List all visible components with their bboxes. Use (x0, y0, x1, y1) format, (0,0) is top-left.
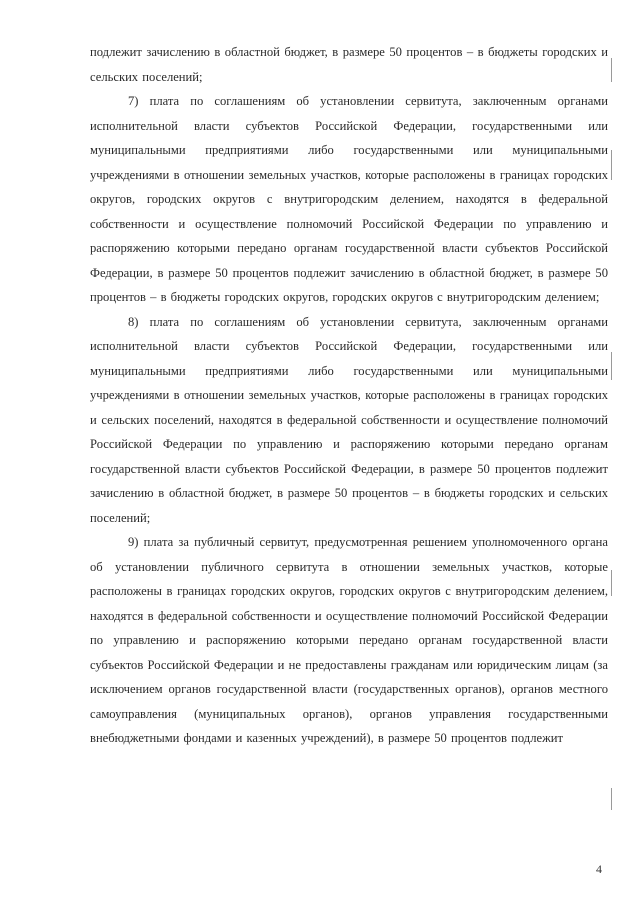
scan-edge-mark (611, 150, 612, 180)
scan-edge-mark (611, 58, 612, 82)
scan-edge-mark (611, 788, 612, 810)
paragraph-continuation: подлежит зачислению в областной бюджет, в размере 50 процентов – в бюджеты городских и сельских поселений; (90, 45, 608, 84)
page-number: 4 (596, 862, 602, 876)
scan-edge-mark (611, 352, 612, 380)
scan-edge-mark (611, 570, 612, 596)
paragraph-item-9: 9) плата за публичный сервитут, предусмотренная решением уполномоченного органа об установлении публичного сервитута в отношении земельных участков, которые расположены в границах городских округов, городских округов с внутригородским делением, находятся в федеральной собственности и осуществление полномочий Российской Федерации по управлению и распоряжению которыми передано органам государственной власти субъектов Российской Федерации и не предоставлены гражданам или юридическим лицам (за исключением органов государственной власти (государственных органов), органов местного самоуправления (муниципальных органов), органов управления государственными внебюджетными фондами и казенных учреждений), в размере 50 процентов подлежит (90, 535, 608, 745)
document-body (90, 40, 608, 751)
paragraph-item-8: 8) плата по соглашениям об установлении сервитута, заключенным органами исполнительной власти субъектов Российской Федерации, государственными или муниципальными предприятиями либо государственными или муниципальными учреждениями в отношении земельных участков, которые расположены в границах городских и сельских поселений, находятся в федеральной собственности и осуществление полномочий Российской Федерации по управлению и распоряжению которыми передано органам государственной власти субъектов Российской Федерации, в размере 50 процентов подлежит зачислению в областной бюджет, в размере 50 процентов – в бюджеты городских и сельских поселений; (90, 314, 608, 525)
paragraph-item-7: 7) плата по соглашениям об установлении сервитута, заключенным органами исполнительной власти субъектов Российской Федерации, государственными или муниципальными предприятиями либо государственными или муниципальными учреждениями в отношении земельных участков, которые расположены в границах городских округов, городских округов с внутригородским делением, находятся в федеральной собственности и осуществление полномочий Российской Федерации по управлению и распоряжению которыми передано органам государственной власти субъектов Российской Федерации, в размере 50 процентов подлежит зачислению в областной бюджет, в размере 50 процентов – в бюджеты городских округов, городских округов с внутригородским делением; (90, 94, 608, 304)
